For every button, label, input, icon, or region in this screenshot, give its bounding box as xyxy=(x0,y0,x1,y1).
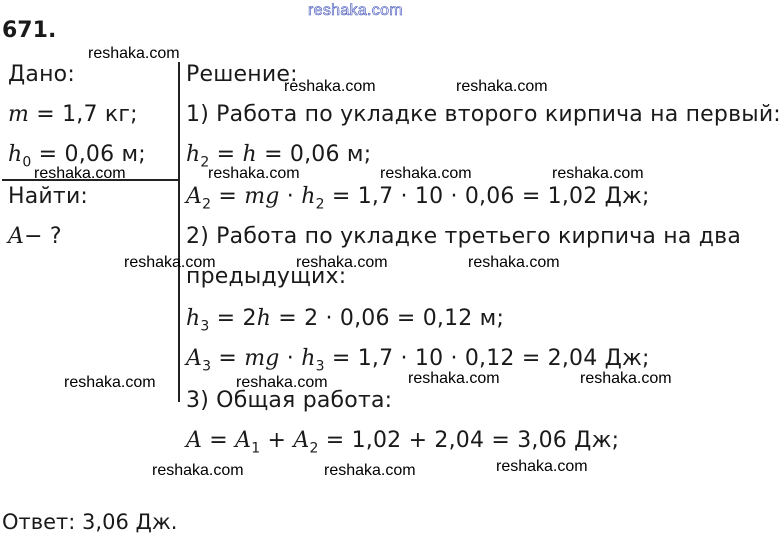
step2-label-line2: предыдущих: xyxy=(186,264,347,289)
watermark: reshaka.com xyxy=(552,165,644,182)
step3-work: $A = A_1 + A_2 = 1,02 + 2,04 = 3,06$ Дж; xyxy=(186,428,620,457)
watermark: reshaka.com xyxy=(88,45,180,62)
vertical-divider xyxy=(178,62,180,402)
given-mass: m = 1,7 кг; xyxy=(8,102,138,127)
solution-title: Решение: xyxy=(186,62,298,87)
find-target: A− ? xyxy=(8,224,62,249)
watermark: reshaka.com xyxy=(296,254,388,271)
find-title: Найти: xyxy=(8,184,89,209)
watermark: reshaka.com xyxy=(124,254,216,271)
step2-label-line1: 2) Работа по укладке третьего кирпича на два xyxy=(186,224,742,249)
step1-work: $A_2$ = mg · $h_2 = 1,7 \cdot 10 \cdot 0,06 = 1,02$ Дж; xyxy=(186,184,650,213)
step2-height: $h_3 = 2h = 2 \cdot 0,06 = 0,12$ м; xyxy=(186,306,505,335)
watermark: reshaka.com xyxy=(468,254,560,271)
watermark: reshaka.com xyxy=(34,165,126,182)
watermark: reshaka.com xyxy=(456,78,548,95)
given-height: $h_0 = 0,06$ м; xyxy=(8,142,146,171)
watermark: reshaka.com xyxy=(208,165,300,182)
watermark: reshaka.com xyxy=(64,374,156,391)
step1-label: 1) Работа по укладке второго кирпича на первый: xyxy=(186,102,781,127)
given-title: Дано: xyxy=(8,62,75,87)
watermark: reshaka.com xyxy=(408,370,500,387)
watermark: reshaka.com xyxy=(152,462,244,479)
watermark: reshaka.com xyxy=(284,78,376,95)
watermark: reshaka.com xyxy=(324,462,416,479)
watermark: reshaka.com xyxy=(496,458,588,475)
step2-work: $A_3$ = mg · $h_3 = 1,7 \cdot 10 \cdot 0,12 = 2,04$ Дж; xyxy=(186,346,650,375)
step1-height: $h_2 = h = 0,06$ м; xyxy=(186,142,372,171)
watermark: reshaka.com xyxy=(580,370,672,387)
step3-label: 3) Общая работа: xyxy=(186,388,393,413)
watermark: reshaka.com xyxy=(236,374,328,391)
problem-number: 671. xyxy=(2,18,57,43)
answer: Ответ: 3,06 Дж. xyxy=(2,510,178,534)
watermark: reshaka.com xyxy=(380,165,472,182)
header-watermark: reshaka.com xyxy=(308,2,403,19)
